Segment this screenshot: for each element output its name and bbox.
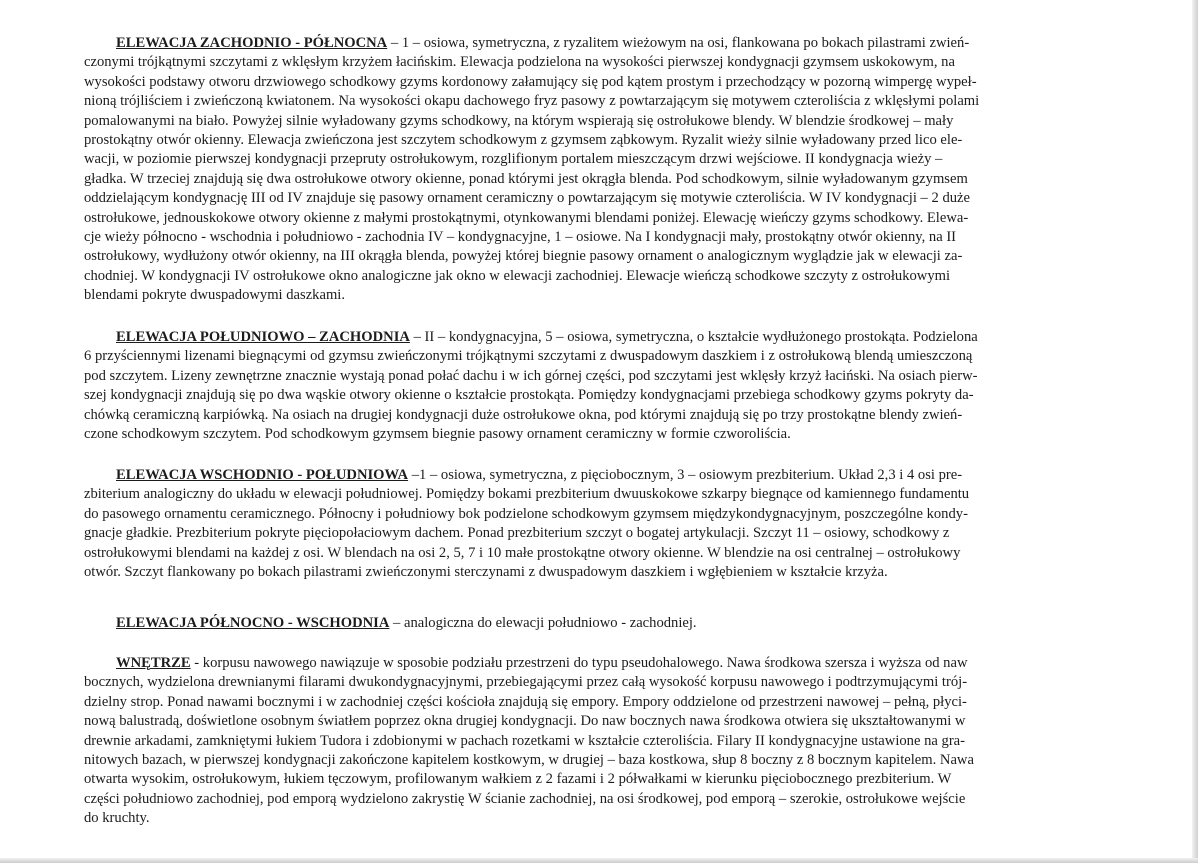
section-heading: WNĘTRZE xyxy=(116,655,191,671)
paragraph-line: 6 przyściennymi lizenami biegnącymi od gzymsu zwieńczonymi trójkątnymi szczytami z dwuspadowym daszkiem i z ostrołukową blendą umieszczoną xyxy=(84,348,973,365)
paragraph-line: cje wieży północno - wschodnia i południowo - zachodnia IV – kondygnacyjne, 1 – osiowe. Na I kondygnacji mały, prostokątny otwór okienny, na II xyxy=(84,228,957,245)
paragraph-line: otwór. Szczyt flankowany po bokach pilastrami zwieńczonymi sterczynami z dwuspadowym daszkiem i wgłębieniem w kształcie krzyża. xyxy=(84,563,888,580)
paragraph-line: części południowo zachodniej, pod emporą wydzielono zakrystię W ścianie zachodniej, na osi środkowej, pod emporą – szerokie, ostrołukowe wejście xyxy=(84,790,966,807)
paragraph-line xyxy=(84,34,1134,53)
paragraph-line: gnacje gładkie. Prezbiterium pokryte pięciopołaciowym dachem. Ponad prezbiterium szczyt o bogatej artykulacji. Szczyt 11 – osiowy, schodkowy z xyxy=(84,525,950,542)
section-heading: ELEWACJA WSCHODNIO - POŁUDNIOWA xyxy=(116,467,409,483)
paragraph-line xyxy=(84,328,1134,347)
paragraph-line: chówką ceramiczną karpiówką. Na osiach na drugiej kondygnacji duże ostrołukowe okna, pod którymi znajdują się po trzy prostokątne blendy zwień- xyxy=(84,406,963,423)
line-text: – analogiczna do elewacji południowo - zachodniej. xyxy=(389,615,697,631)
line-text: –1 – osiowa, symetryczna, z pięciobocznym, 3 – osiowym prezbiterium. Układ 2,3 i 4 osi pre- xyxy=(408,467,963,483)
line-text: – 1 – osiowa, symetryczna, z ryzalitem wieżowym na osi, flankowana po bokach pilastrami zwień- xyxy=(387,35,970,51)
paragraph-line: wacji, w poziomie pierwszej kondygnacji przepruty ostrołukowym, rozglifionym portalem mieszczącym drzwi wejściowe. II kondygnacja wieży – xyxy=(84,151,943,168)
section-south-west-elevation xyxy=(84,328,1134,444)
paragraph-line: otwarta wysokim, ostrołukowym, łukiem tęczowym, profilowanym wałkiem z 2 fazami i 2 półwałkami w kierunku pięciobocznego prezbiterium. W xyxy=(84,771,952,788)
paragraph-line: do kruchty. xyxy=(84,810,150,827)
paragraph-line: do pasowego ornamentu ceramicznego. Północny i południowy bok podzielone schodkowym gzymsem międzykondygnacyjnym, poszczególne kondy- xyxy=(84,505,968,522)
paragraph-line: drewnie arkadami, zamkniętymi łukiem Tudora i zdobionymi w pachach rozetkami w kształcie czteroliścia. Filary II kondygnacyjne ustawione na gra- xyxy=(84,732,966,749)
paragraph-line xyxy=(84,466,1134,485)
paragraph-line: nioną trójliściem i zwieńczoną kwiatonem. Na wysokości okapu dachowego fryz pasowy z powtarzającym się motywem czteroliścia z wklęsłymi polami xyxy=(84,93,980,110)
paragraph-line: oddzielającym kondygnację III od IV znajduje się pasowy ornament ceramiczny o powtarzającym się motywie czteroliścia. W IV kondygnacji – 2 duże xyxy=(84,190,970,207)
paragraph-line: pod szczytem. Lizeny zewnętrzne znacznie wystają ponad połać dachu i w ich górnej części, pod szczytami jest wklęsły krzyż łaciński. Na osiach pierw- xyxy=(84,367,978,384)
section-heading: ELEWACJA ZACHODNIO - PÓŁNOCNA xyxy=(116,35,388,51)
paragraph-line: chodniej. W kondygnacji IV ostrołukowe okno analogiczne jak okno w elewacji zachodniej. Elewacje wieńczą schodkowe szczyty z ostrołukowymi xyxy=(84,267,951,284)
section-north-east-elevation xyxy=(84,614,1134,633)
scan-edge-bottom xyxy=(0,858,1198,863)
section-west-north-elevation xyxy=(84,34,1134,305)
paragraph-line: dzielny strop. Ponad nawami bocznymi i w zachodniej części kościoła znajdują się empory. Empory oddzielone od przestrzeni nawowej – pełną, płyci- xyxy=(84,693,967,710)
paragraph-line: nitowych bazach, w pierwszej kondygnacji zakończone kapitelem kostkowym, w drugiej – baza kostkowa, słup 8 boczny z 8 bocznym kapitelem. Nawa xyxy=(84,751,974,768)
paragraph-line: gładka. W trzeciej znajdują się dwa ostrołukowe otwory okienne, ponad którymi jest okrągła blenda. Pod schodkowym, silnie wyładowanym gzymsem xyxy=(84,170,968,187)
paragraph-line: czonymi trójkątnymi szczytami z wklęsłym krzyżem łacińskim. Elewacja podzielona na wysokości pierwszej kondygnacji gzymsem uskokowym, na xyxy=(84,54,955,71)
line-text: – II – kondygnacyjna, 5 – osiowa, symetryczna, o kształcie wydłużonego prostokąta. Podzielona xyxy=(409,329,978,345)
paragraph-line: czone schodkowym szczytem. Pod schodkowym gzymsem biegnie pasowy ornament ceramiczny w formie czworoliścia. xyxy=(84,425,791,442)
paragraph-line: szej kondygnacji znajdują się po dwa wąskie otwory okienne o kształcie prostokąta. Pomiędzy kondygnacjami przebiega schodkowy gzyms pokryty da- xyxy=(84,387,974,404)
paragraph-line: ostrołukowymi blendami na każdej z osi. W blendach na osi 2, 5, 7 i 10 małe prostokątne otwory okienne. W blendzie na osi centralnej – ostrołukowy xyxy=(84,544,961,561)
paragraph-line: pomalowanymi na biało. Powyżej silnie wyładowany gzyms schodkowy, na którym wspierają się ostrołukowe blendy. W blendzie środkowej – mały xyxy=(84,112,954,129)
paragraph-line xyxy=(84,654,1134,673)
paragraph-line: bocznych, wydzielona drewnianymi filarami dwukondygnacyjnymi, przebiegającymi przez całą wysokość korpusu nawowego i podtrzymującymi trój- xyxy=(84,674,968,691)
paragraph-line: nową balustradą, doświetlone osobnym światłem poprzez okna drugiej kondygnacji. Do naw bocznych nawa środkowa otwiera się ukształtowanymi w xyxy=(84,713,966,730)
paragraph-line: blendami pokryte dwuspadowymi daszkami. xyxy=(84,287,346,304)
paragraph-line: zbiterium analogiczny do układu w elewacji południowej. Pomiędzy bokami prezbiterium dwuuskokowe szkarpy biegnące od kamiennego fundamentu xyxy=(84,486,970,503)
section-interior xyxy=(84,654,1134,829)
paragraph-line xyxy=(84,614,1134,633)
paragraph-line: prostokątny otwór okienny. Elewacja zwieńczona jest szczytem schodkowym z gzymsem ząbkowym. Ryzalit wieży silnie wyładowany przed lico ele- xyxy=(84,131,963,148)
section-east-south-elevation xyxy=(84,466,1134,582)
section-heading: ELEWACJA PÓŁNOCNO - WSCHODNIA xyxy=(116,615,390,631)
scan-edge-right xyxy=(1192,0,1198,863)
paragraph-line: wysokości podstawy otworu drzwiowego schodkowy gzyms kordonowy załamujący się pod kątem prostym i przechodzący w pozorną wimpergę wypeł- xyxy=(84,73,977,90)
section-heading: ELEWACJA POŁUDNIOWO – ZACHODNIA xyxy=(116,329,410,345)
line-text: - korpusu nawowego nawiązuje w sposobie podziału przestrzeni do typu pseudohalowego. Nawa środkowa szersza i wyższa od naw xyxy=(190,655,968,671)
paragraph-line: ostrołukowy, wydłużony otwór okienny, na III okrągła blenda, powyżej której biegnie pasowy ornament o analogicznym wyglądzie jak w elewacji za- xyxy=(84,248,963,265)
paragraph-line: ostrołukowe, jednouskokowe otwory okienne z małymi prostokątnymi, otynkowanymi blendami poniżej. Elewację wieńczy gzyms schodkowy. Elewa- xyxy=(84,209,969,226)
